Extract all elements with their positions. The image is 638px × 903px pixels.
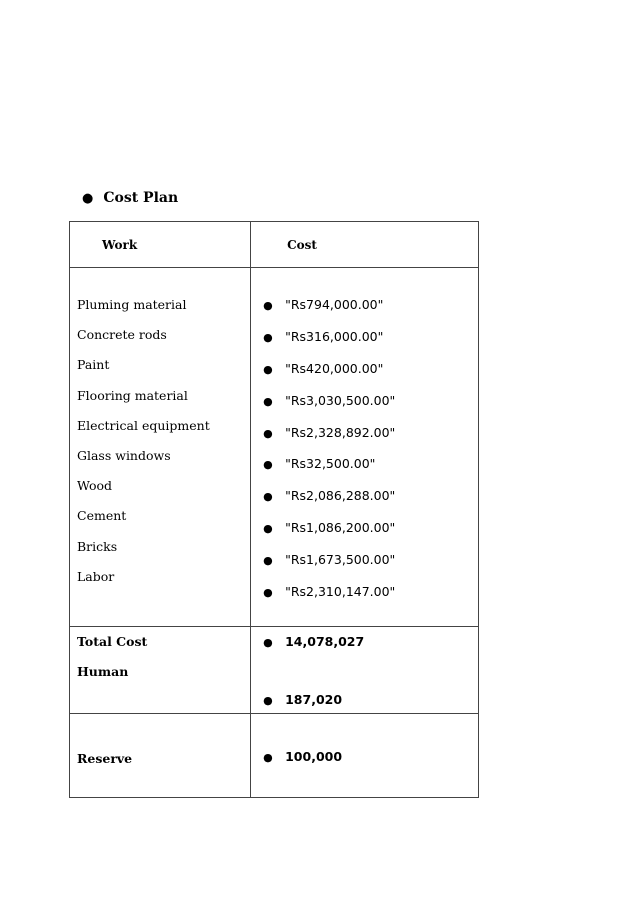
- human-label: Human: [77, 664, 129, 679]
- cost-items-cell: [251, 268, 479, 627]
- column-header-cost: Cost: [287, 238, 317, 252]
- cost-value: "Rs794,000.00": [285, 297, 384, 312]
- work-items-cell: [70, 268, 251, 627]
- human-value: 187,020: [285, 692, 343, 707]
- cost-item: [263, 521, 395, 553]
- work-list: [77, 298, 210, 600]
- bullet-icon: ●: [263, 586, 273, 600]
- bullet-icon: ●: [263, 490, 273, 504]
- work-item: Wood: [77, 478, 113, 494]
- section-title: Cost Plan: [103, 190, 179, 206]
- totals-values-cell: [251, 627, 479, 714]
- cost-item: [263, 298, 395, 330]
- total-cost-value: 14,078,027: [285, 634, 365, 649]
- cost-value: "Rs2,086,288.00": [285, 488, 396, 504]
- reserve-value-cell: [251, 714, 479, 798]
- cost-plan-table: [69, 221, 479, 798]
- cost-value: "Rs3,030,500.00": [285, 392, 396, 408]
- work-item: Bricks: [77, 538, 118, 554]
- bullet-icon: ●: [263, 522, 273, 536]
- cost-item: [263, 585, 395, 617]
- reserve-value: 100,000: [285, 749, 343, 764]
- work-item: Concrete rods: [77, 327, 167, 343]
- cost-value: "Rs2,310,147.00": [285, 584, 396, 600]
- work-item: Pluming material: [77, 297, 187, 312]
- bullet-icon: ●: [263, 394, 273, 408]
- human-item: [263, 692, 342, 707]
- cost-value: "Rs420,000.00": [285, 360, 384, 376]
- bullet-icon: ●: [263, 636, 273, 649]
- work-item: Glass windows: [77, 447, 171, 463]
- bullet-icon: ●: [263, 362, 273, 376]
- work-item: Paint: [77, 357, 110, 373]
- total-cost-item: [263, 634, 364, 649]
- reserve-label: Reserve: [77, 751, 133, 766]
- cost-item: [263, 394, 395, 426]
- column-header-work: Work: [102, 238, 138, 252]
- cost-item: [263, 426, 395, 458]
- cost-item: [263, 457, 395, 489]
- section-heading: [82, 190, 178, 206]
- bullet-icon: ●: [263, 554, 273, 568]
- bullet-icon: ●: [263, 299, 273, 312]
- work-item: Electrical equipment: [77, 417, 210, 433]
- items-row: [70, 268, 479, 627]
- cost-value: "Rs1,086,200.00": [285, 520, 396, 536]
- totals-labels-cell: [70, 627, 251, 714]
- bullet-icon: ●: [263, 458, 273, 472]
- work-item: Flooring material: [77, 387, 188, 403]
- cost-value: "Rs2,328,892.00": [285, 424, 396, 440]
- reserve-item: [263, 749, 342, 764]
- bullet-icon: ●: [263, 694, 273, 707]
- totals-row: [70, 627, 479, 714]
- cost-value: "Rs316,000.00": [285, 328, 384, 344]
- reserve-row: [70, 714, 479, 798]
- bullet-icon: ●: [263, 330, 273, 344]
- total-cost-label: Total Cost: [77, 634, 148, 649]
- header-cell-work: [70, 222, 251, 268]
- cost-item: [263, 330, 395, 362]
- bullet-icon: ●: [263, 426, 273, 440]
- header-cell-cost: [251, 222, 479, 268]
- cost-value: "Rs1,673,500.00": [285, 552, 396, 568]
- cost-item: [263, 489, 395, 521]
- reserve-label-cell: [70, 714, 251, 798]
- work-item: Labor: [77, 568, 115, 584]
- bullet-icon: ●: [82, 191, 94, 206]
- bullet-icon: ●: [263, 751, 273, 764]
- cost-list: [263, 298, 395, 617]
- work-item: Cement: [77, 508, 127, 524]
- cost-item: [263, 553, 395, 585]
- table-header-row: [70, 222, 479, 268]
- cost-item: [263, 362, 395, 394]
- cost-value: "Rs32,500.00": [285, 456, 376, 472]
